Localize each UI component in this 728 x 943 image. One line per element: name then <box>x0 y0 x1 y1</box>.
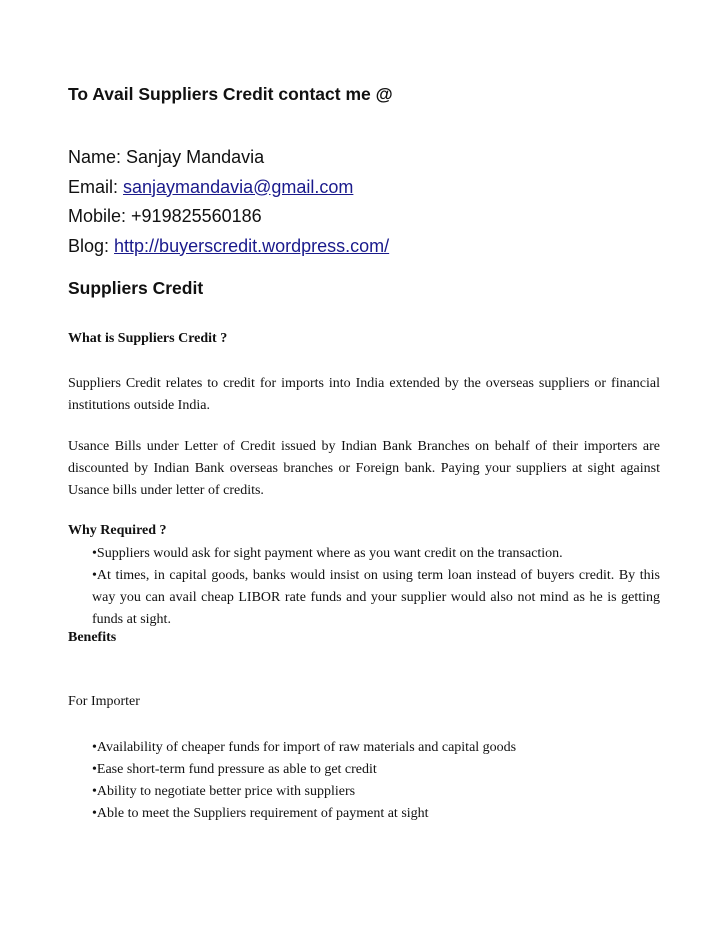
list-item: •Able to meet the Suppliers requirement of payment at sight <box>92 806 429 821</box>
mobile-value: +919825560186 <box>131 206 262 226</box>
importer-benefits-list <box>92 737 660 825</box>
paragraph-definition: Suppliers Credit relates to credit for imports into India extended by the overseas suppliers or financial institutions outside India. <box>68 376 660 413</box>
name-label: Name: <box>68 147 127 167</box>
mobile-label: Mobile: <box>68 206 132 226</box>
list-item: •Availability of cheaper funds for import of raw materials and capital goods <box>92 740 517 755</box>
contact-block <box>68 143 389 261</box>
email-link[interactable]: sanjaymandavia@gmail.com <box>123 176 354 197</box>
list-item: •At times, in capital goods, banks would insist on using term loan instead of buyers credit. By this way you can avail cheap LIBOR rate funds and your supplier would also not mind as he is getting funds at sight. <box>92 568 660 627</box>
section-title: Suppliers Credit <box>68 278 204 298</box>
question-title: What is Suppliers Credit ? <box>68 331 228 346</box>
name-value: Sanjay Mandavia <box>126 147 265 167</box>
contact-email-line <box>68 173 389 203</box>
contact-blog-line <box>68 232 389 262</box>
why-required-list <box>92 543 660 631</box>
contact-name-line <box>68 143 389 173</box>
blog-label: Blog: <box>68 235 115 256</box>
benefits-title: Benefits <box>68 630 117 645</box>
paragraph-usance-bills: Usance Bills under Letter of Credit issued by Indian Bank Branches on behalf of their importers are discounted by Indian Bank overseas branches or Foreign bank. Paying your suppliers at sight against Usance bills under letter of credits. <box>68 439 660 498</box>
list-item: •Suppliers would ask for sight payment where as you want credit on the transaction. <box>92 546 563 561</box>
list-item: •Ease short-term fund pressure as able to get credit <box>92 762 377 777</box>
list-item: •Ability to negotiate better price with suppliers <box>92 784 356 799</box>
blog-link[interactable]: http://buyerscredit.wordpress.com/ <box>114 235 390 256</box>
for-importer-title: For Importer <box>68 694 140 709</box>
why-required-title: Why Required ? <box>68 523 167 538</box>
email-label: Email: <box>68 176 124 197</box>
contact-mobile-line <box>68 202 389 232</box>
contact-heading: To Avail Suppliers Credit contact me @ <box>68 84 393 104</box>
